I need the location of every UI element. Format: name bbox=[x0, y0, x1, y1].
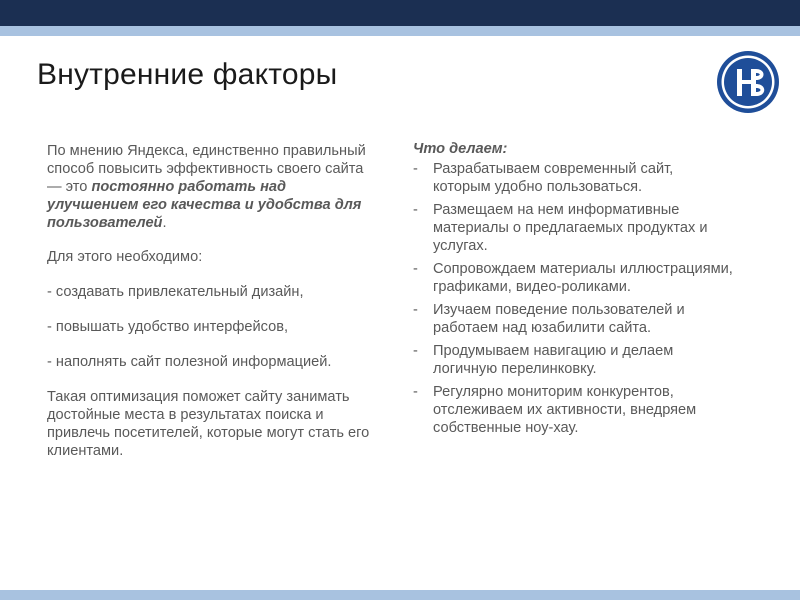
header-bar bbox=[0, 0, 800, 26]
list-item bbox=[413, 260, 733, 296]
hse-logo-icon bbox=[716, 50, 780, 114]
intro-end: . bbox=[162, 215, 167, 231]
header-stripe bbox=[0, 26, 800, 36]
need-label: Для этого необходимо: bbox=[47, 249, 203, 265]
list-item-text: Размещаем на нем информативные материалы о предлагаемых продуктах и услугах. bbox=[433, 202, 708, 254]
footer-stripe bbox=[0, 590, 800, 600]
list-item bbox=[413, 160, 733, 196]
bullet-marker: - bbox=[413, 202, 418, 218]
intro-paragraph bbox=[47, 142, 377, 232]
need-item: - создавать привлекательный дизайн, bbox=[47, 284, 304, 300]
list-item bbox=[413, 342, 733, 378]
bullet-marker: - bbox=[413, 161, 418, 177]
action-list bbox=[413, 160, 733, 437]
bullet-marker: - bbox=[413, 343, 418, 359]
intro-emphasis: постоянно работать над улучшением его качества и удобства для пользователей bbox=[47, 179, 362, 231]
list-item-text: Сопровождаем материалы иллюстрациями, графиками, видео-роликами. bbox=[433, 261, 733, 295]
right-heading: Что делаем: bbox=[413, 141, 508, 157]
bullet-marker: - bbox=[413, 384, 418, 400]
conclusion-paragraph: Такая оптимизация поможет сайту занимать достойные места в результатах поиска и привлечь посетителей, которые могут стать его клиентами. bbox=[47, 389, 370, 459]
left-column bbox=[47, 142, 377, 460]
need-item: - повышать удобство интерфейсов, bbox=[47, 319, 289, 335]
list-item-text: Регулярно мониторим конкурентов, отслеживаем их активности, внедряем собственные ноу-хау. bbox=[433, 384, 697, 436]
bullet-marker: - bbox=[413, 261, 418, 277]
slide-title: Внутренние факторы bbox=[37, 58, 338, 91]
list-item-text: Продумываем навигацию и делаем логичную перелинковку. bbox=[433, 343, 674, 377]
list-item bbox=[413, 383, 733, 437]
list-item-text: Изучаем поведение пользователей и работаем над юзабилити сайта. bbox=[433, 302, 685, 336]
intro-text: По мнению Яндекса, единственно правильный способ повысить эффективность своего сайта — это bbox=[47, 143, 366, 195]
need-item: - наполнять сайт полезной информацией. bbox=[47, 354, 332, 370]
list-item bbox=[413, 201, 733, 255]
list-item-text: Разрабатываем современный сайт, которым удобно пользоваться. bbox=[433, 161, 674, 195]
list-item bbox=[413, 301, 733, 337]
right-column bbox=[413, 140, 733, 442]
bullet-marker: - bbox=[413, 302, 418, 318]
